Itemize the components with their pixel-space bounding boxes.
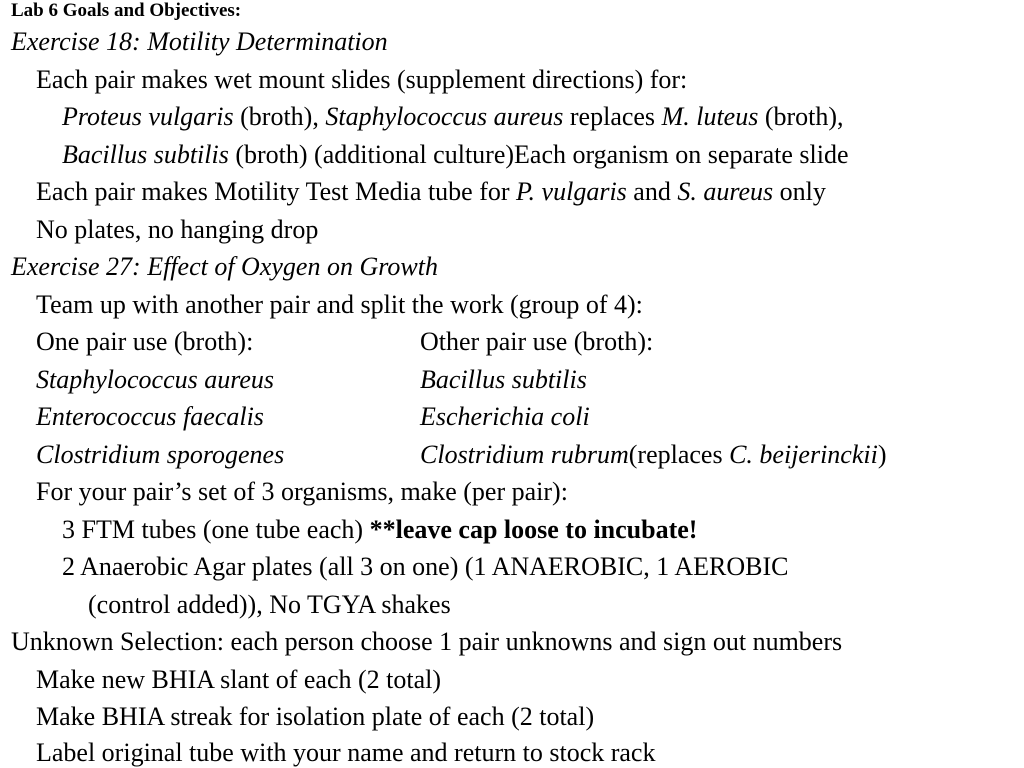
one-pair-organism: Enterococcus faecalis	[36, 402, 264, 431]
anaerobic-plates-item: 2 Anaerobic Agar plates (all 3 on one) (1 ANAEROBIC, 1 AEROBIC	[62, 552, 789, 581]
motility-media-instruction: Each pair makes Motility Test Media tube for P. vulgaris and S. aureus only	[36, 177, 826, 206]
unknown-step: Label original tube with your name and return to stock rack	[36, 738, 656, 767]
anaerobic-plates-continued: (control added)), No TGYA shakes	[88, 590, 451, 619]
organism-row	[36, 440, 1016, 470]
organism-line-1: Proteus vulgaris (broth), Staphylococcus aureus replaces M. luteus (broth),	[62, 102, 844, 131]
unknown-step: Make new BHIA slant of each (2 total)	[36, 665, 442, 694]
no-plates-note: No plates, no hanging drop	[36, 215, 319, 244]
exercise-27-heading: Exercise 27: Effect of Oxygen on Growth	[11, 252, 438, 281]
organism-row	[36, 365, 1016, 395]
other-pair-header: Other pair use (broth):	[420, 327, 654, 356]
other-pair-organism: Clostridium rubrum(replaces C. beijerinckii)	[420, 440, 887, 469]
wet-mount-instruction: Each pair makes wet mount slides (supplement directions) for:	[36, 65, 688, 94]
unknown-selection-heading: Unknown Selection: each person choose 1 pair unknowns and sign out numbers	[11, 627, 843, 656]
one-pair-organism: Staphylococcus aureus	[36, 365, 275, 394]
team-up-instruction: Team up with another pair and split the work (group of 4):	[36, 290, 643, 319]
unknown-step: Make BHIA streak for isolation plate of each (2 total)	[36, 702, 595, 731]
ftm-tubes-item: 3 FTM tubes (one tube each) **leave cap loose to incubate!	[62, 515, 698, 544]
column-headers-row	[36, 327, 1016, 357]
document-title: Lab 6 Goals and Objectives:	[11, 0, 242, 21]
per-pair-instruction: For your pair’s set of 3 organisms, make (per pair):	[36, 477, 568, 506]
one-pair-header: One pair use (broth):	[36, 327, 254, 356]
one-pair-organism: Clostridium sporogenes	[36, 440, 285, 469]
organism-line-2: Bacillus subtilis (broth) (additional culture)Each organism on separate slide	[62, 140, 849, 169]
organism-row	[36, 402, 1016, 432]
other-pair-organism: Bacillus subtilis	[420, 365, 587, 394]
warning-text: **leave cap loose to incubate!	[369, 515, 698, 544]
other-pair-organism: Escherichia coli	[420, 402, 590, 431]
exercise-18-heading: Exercise 18: Motility Determination	[11, 27, 388, 56]
